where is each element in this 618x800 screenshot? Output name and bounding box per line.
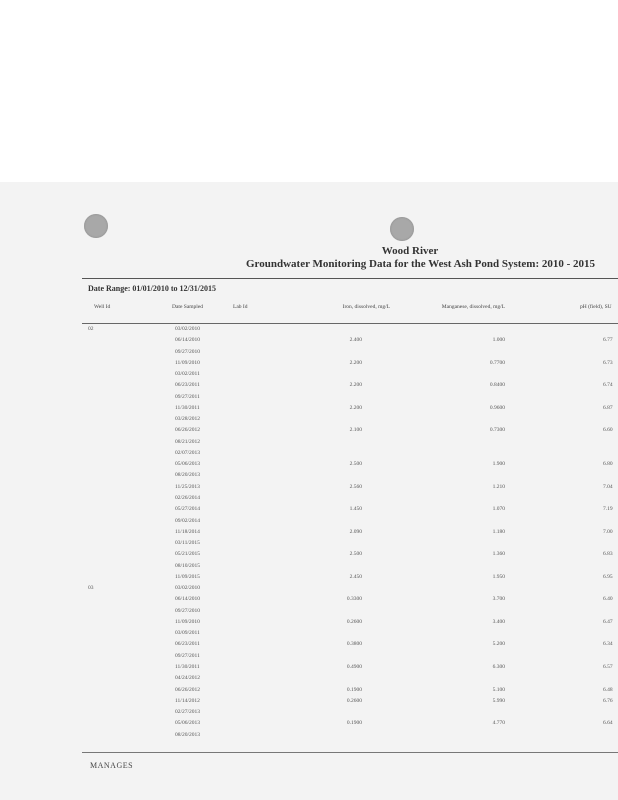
ph-cell: 6.77 (603, 337, 613, 344)
ph-cell: 6.34 (603, 641, 613, 648)
table-row (0, 595, 618, 606)
table-row (0, 674, 618, 685)
date-sampled-cell: 02/26/2014 (175, 494, 201, 501)
date-sampled-cell: 06/26/2012 (175, 686, 201, 693)
date-sampled-cell: 06/26/2012 (175, 427, 201, 434)
date-sampled-cell: 02/27/2013 (175, 709, 201, 716)
table-row (0, 573, 618, 584)
table-row (0, 415, 618, 426)
date-sampled-cell: 11/30/2011 (175, 404, 200, 411)
column-header-lab-id: Lab Id (233, 304, 248, 310)
table-row (0, 471, 618, 482)
date-sampled-cell: 04/24/2012 (175, 675, 201, 682)
iron-cell: 2.200 (349, 404, 362, 411)
date-sampled-cell: 08/20/2013 (175, 731, 201, 738)
table-row (0, 629, 618, 640)
iron-cell: 2.500 (349, 551, 362, 558)
iron-cell: 2.450 (349, 573, 362, 580)
iron-cell: 2.500 (349, 461, 362, 468)
well-id-cell: 02 (88, 326, 94, 332)
table-row (0, 370, 618, 381)
table-row (0, 426, 618, 437)
iron-cell: 2.560 (349, 483, 362, 490)
ph-cell: 6.47 (603, 618, 613, 625)
manganese-cell: 1.360 (492, 551, 505, 558)
table-row (0, 325, 618, 336)
ph-cell: 6.73 (603, 359, 613, 366)
date-sampled-cell: 11/14/2012 (175, 697, 200, 704)
column-header-well-id: Well Id (94, 304, 111, 310)
table-row (0, 708, 618, 719)
date-sampled-cell: 05/06/2013 (175, 461, 201, 468)
manganese-cell: 1.000 (492, 337, 505, 344)
iron-cell: 2.100 (349, 427, 362, 434)
manganese-cell: 0.7700 (489, 359, 505, 366)
date-sampled-cell: 02/07/2013 (175, 449, 201, 456)
column-header-ph: pH (field), SU (580, 304, 612, 310)
ph-cell: 7.04 (603, 483, 613, 490)
manganese-cell: 1.180 (492, 528, 505, 535)
table-row (0, 404, 618, 415)
table-row (0, 719, 618, 730)
date-sampled-cell: 03/02/2010 (175, 326, 201, 332)
date-sampled-cell: 06/23/2011 (175, 382, 200, 389)
table-row (0, 640, 618, 651)
table-row (0, 697, 618, 708)
ph-cell: 6.40 (603, 596, 613, 603)
iron-cell: 1.450 (349, 506, 362, 513)
date-sampled-cell: 11/09/2010 (175, 618, 200, 625)
manganese-cell: 3.700 (492, 596, 505, 603)
table-row (0, 505, 618, 516)
column-header-manganese: Manganese, dissolved, mg/L (441, 304, 505, 310)
iron-cell: 0.2600 (346, 618, 362, 625)
header-rule-top (82, 278, 618, 279)
date-sampled-cell: 05/21/2015 (175, 551, 201, 558)
manganese-cell: 5.990 (492, 697, 505, 704)
iron-cell: 2.200 (349, 359, 362, 366)
ph-cell: 6.64 (603, 720, 613, 727)
iron-cell: 0.3800 (346, 641, 362, 648)
table-row (0, 731, 618, 742)
date-sampled-cell: 08/21/2012 (175, 438, 201, 445)
date-sampled-cell: 03/28/2012 (175, 416, 201, 423)
table-row (0, 584, 618, 595)
date-sampled-cell: 09/27/2010 (175, 607, 201, 614)
table-row (0, 483, 618, 494)
date-sampled-cell: 03/11/2015 (175, 540, 200, 547)
iron-cell: 0.4900 (346, 663, 362, 670)
ph-cell: 6.83 (603, 551, 613, 558)
table-row (0, 393, 618, 404)
date-sampled-cell: 06/23/2011 (175, 641, 200, 648)
manganese-cell: 0.8400 (489, 382, 505, 389)
manganese-cell: 1.900 (492, 461, 505, 468)
table-row (0, 528, 618, 539)
date-sampled-cell: 09/27/2011 (175, 393, 200, 400)
column-header-iron: Iron, dissolved, mg/L (342, 304, 390, 310)
date-sampled-cell: 08/10/2015 (175, 562, 201, 569)
table-row (0, 438, 618, 449)
header-rule-bottom (82, 323, 618, 324)
table-row (0, 652, 618, 663)
table-row (0, 517, 618, 528)
date-sampled-cell: 11/09/2015 (175, 573, 200, 580)
ph-cell: 6.74 (603, 382, 613, 389)
ph-cell: 6.87 (603, 404, 613, 411)
iron-cell: 2.400 (349, 337, 362, 344)
iron-cell: 2.200 (349, 382, 362, 389)
iron-cell: 0.2600 (346, 697, 362, 704)
date-sampled-cell: 09/27/2010 (175, 348, 201, 355)
date-sampled-cell: 09/27/2011 (175, 652, 200, 659)
manganese-cell: 3.400 (492, 618, 505, 625)
date-sampled-cell: 06/14/2010 (175, 337, 201, 344)
iron-cell: 2.090 (349, 528, 362, 535)
ph-cell: 6.48 (603, 686, 613, 693)
manganese-cell: 1.950 (492, 573, 505, 580)
table-row (0, 539, 618, 550)
date-sampled-cell: 05/27/2014 (175, 506, 201, 513)
manganese-cell: 1.070 (492, 506, 505, 513)
date-range: Date Range: 01/01/2010 to 12/31/2015 (88, 284, 216, 293)
date-sampled-cell: 11/09/2010 (175, 359, 200, 366)
column-header-date-sampled: Date Sampled (172, 304, 204, 310)
table-row (0, 607, 618, 618)
table-row (0, 381, 618, 392)
manganese-cell: 5.100 (492, 686, 505, 693)
table-row (0, 359, 618, 370)
table-row (0, 348, 618, 359)
ph-cell: 7.00 (603, 528, 613, 535)
manganese-cell: 4.770 (492, 720, 505, 727)
iron-cell: 0.1900 (346, 686, 362, 693)
date-sampled-cell: 09/02/2014 (175, 517, 201, 524)
date-sampled-cell: 11/18/2014 (175, 528, 200, 535)
punch-hole-left (84, 214, 108, 238)
iron-cell: 0.1900 (346, 720, 362, 727)
punch-hole-right (390, 217, 414, 241)
manganese-cell: 6.300 (492, 663, 505, 670)
table-end-rule (82, 752, 618, 753)
report-title: Wood River (381, 245, 439, 257)
manganese-cell: 0.7300 (489, 427, 505, 434)
ph-cell: 6.76 (603, 697, 613, 704)
ph-cell: 6.57 (603, 663, 613, 670)
date-sampled-cell: 11/30/2011 (175, 663, 200, 670)
table-row (0, 663, 618, 674)
ph-cell: 6.60 (603, 427, 613, 434)
table-row (0, 618, 618, 629)
table-row (0, 562, 618, 573)
date-sampled-cell: 05/06/2013 (175, 720, 201, 727)
page-footer: MANAGES (90, 761, 134, 770)
report-subtitle: Groundwater Monitoring Data for the West Ash Pond System: 2010 - 2015 (246, 258, 596, 270)
date-sampled-cell: 08/20/2013 (175, 472, 201, 479)
table-row (0, 494, 618, 505)
date-sampled-cell: 06/14/2010 (175, 596, 201, 603)
manganese-cell: 1.210 (492, 483, 505, 490)
date-sampled-cell: 03/09/2011 (175, 630, 200, 637)
manganese-cell: 5.200 (492, 641, 505, 648)
table-row (0, 460, 618, 471)
table-row (0, 686, 618, 697)
date-sampled-cell: 11/25/2013 (175, 483, 200, 490)
ph-cell: 6.80 (603, 461, 613, 468)
table-row (0, 336, 618, 347)
ph-cell: 7.19 (603, 506, 613, 513)
ph-cell: 6.95 (603, 573, 613, 580)
manganese-cell: 0.9600 (489, 404, 505, 411)
table-row (0, 550, 618, 561)
well-id-cell: 03 (88, 585, 94, 592)
date-sampled-cell: 03/02/2010 (175, 585, 201, 592)
iron-cell: 0.3300 (346, 596, 362, 603)
table-row (0, 449, 618, 460)
date-sampled-cell: 03/02/2011 (175, 371, 200, 378)
data-table-body (0, 325, 618, 742)
